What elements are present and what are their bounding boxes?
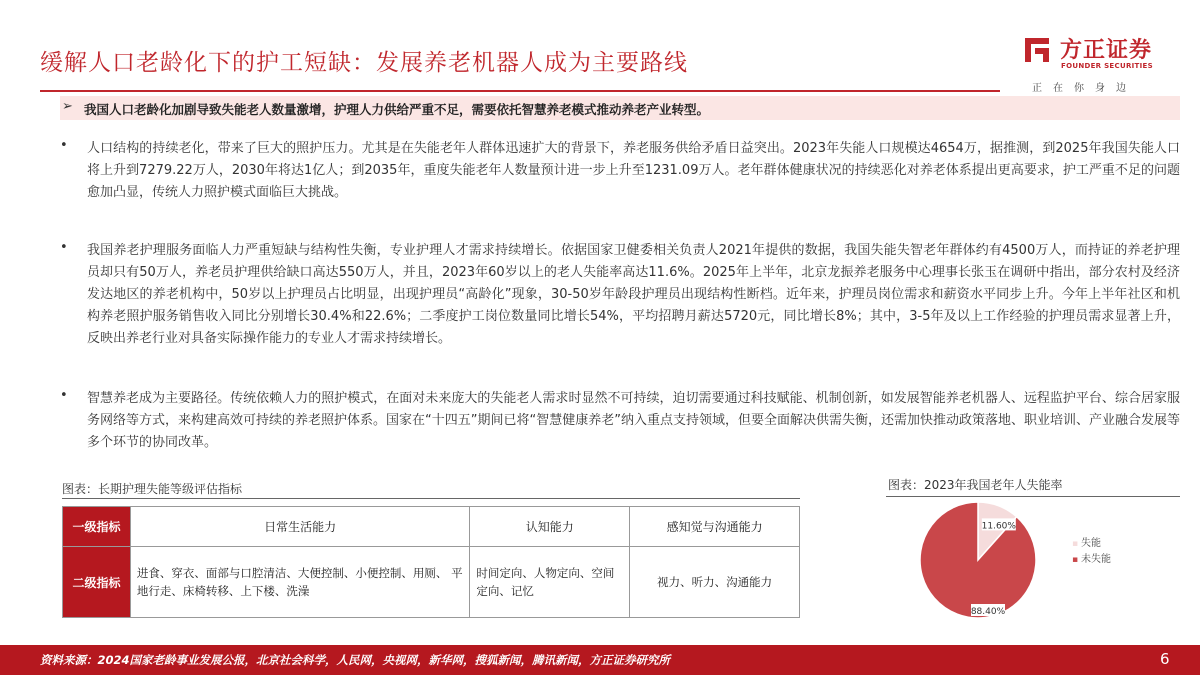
figure-divider — [62, 498, 800, 499]
page-title: 缓解人口老龄化下的护工短缺：发展养老机器人成为主要路线 — [40, 50, 688, 76]
arrow-bullet-icon: ➢ — [62, 99, 73, 114]
key-point-text: 我国人口老龄化加剧导致失能老人数量激增，护理人力供给严重不足，需要依托智慧养老模式推动养老产业转型。 — [84, 102, 710, 117]
chart-title: 图表：2023年我国老年人失能率 — [888, 478, 1063, 492]
legend-swatch-icon: ▪ — [1072, 539, 1079, 549]
bullet-icon: • — [60, 240, 68, 255]
data-label: 11.60% — [981, 521, 1016, 532]
page-number: 6 — [1160, 650, 1170, 668]
column-header: 感知觉与沟通能力 — [630, 507, 800, 547]
founder-logo-icon — [1022, 35, 1052, 65]
paragraph-text: 人口结构的持续老化，带来了巨大的照护压力。尤其是在失能老年人群体迅速扩大的背景下，养老服务供给矛盾日益突出。2023年失能人口规模达4654万，据推测，到2025年我国失能人口将上升到7279.22万人，2030年将达1亿人；到2035年，重度失能老年人数量预计进一步上升至1231.09万人。老年群体健康状况的持续恶化对养老体系提出更高要求，护工严重不足的问题愈加凸显，传统人力照护模式面临巨大挑战。 — [87, 141, 1180, 200]
table-cell: 进食、穿衣、面部与口腔清洁、大便控制、小便控制、用厕、 平地行走、床椅转移、上下楼、洗澡 — [130, 547, 469, 618]
legend-entry: 失能 — [1081, 538, 1101, 549]
legend-swatch-icon: ▪ — [1072, 555, 1079, 565]
table-figure-title: 图表：长期护理失能等级评估指标 — [62, 482, 243, 496]
table-cell: 视力、听力、沟通能力 — [630, 547, 800, 618]
table-row — [63, 547, 800, 618]
paragraph-text: 我国养老护理服务面临人力严重短缺与结构性失衡，专业护理人才需求持续增长。依据国家卫健委相关负责人2021年提供的数据，我国失能失智老年群体约有4500万人，而持证的养老护理员却只有50万人，养老员护理供给缺口高达550万人，并且，2023年60岁以上的老人失能率高达11.6%。2025年上半年，北京龙振养老服务中心理事长张玉在调研中指出，部分农村及经济发达地区的养老机构中，50岁以上护理员占比明显，出现护理员“高龄化”现象，30-50岁年龄段护理员出现结构性断档。近年来，护理员岗位需求和薪资水平同步上升。今年上半年社区和机构养老照护服务销售收入同比分别增长30.4%和22.6%；二季度护工岗位数量同比增长54%，平均招聘月薪达5720元，同比增长8%；其中，3-5年及以上工作经验的护理员需求显著上升，反映出养老行业对具备实际操作能力的专业人才需求持续增长。 — [87, 243, 1180, 346]
table-cell: 时间定向、人物定向、空间定向、记忆 — [470, 547, 630, 618]
bullet-icon: • — [60, 388, 68, 403]
column-header: 日常生活能力 — [130, 507, 469, 547]
legend-entry: 未失能 — [1081, 554, 1111, 565]
assessment-table — [62, 506, 800, 618]
bullet-icon: • — [60, 138, 68, 153]
logo-slogan: 正在你身边 — [1032, 83, 1137, 94]
pie-slice-not-disabled — [920, 502, 1036, 618]
title-divider — [40, 90, 1000, 92]
source-note: 资料来源：2024国家老龄事业发展公报，北京社会科学，人民网，央视网，新华网，搜狐新闻，腾讯新闻，方正证券研究所 — [40, 653, 671, 667]
logo-name: 方正证券 — [1060, 38, 1153, 63]
data-label: 88.40% — [970, 607, 1006, 617]
table-row — [63, 507, 800, 547]
logo-english-name: FOUNDER SECURITIES — [1061, 62, 1153, 70]
figure-divider — [886, 496, 1180, 497]
row-header-level-2: 二级指标 — [63, 547, 131, 618]
pie-chart — [900, 500, 1180, 620]
company-logo — [1018, 30, 1178, 100]
column-header: 认知能力 — [470, 507, 630, 547]
paragraph-text: 智慧养老成为主要路径。传统依赖人力的照护模式，在面对未来庞大的失能老人需求时显然不可持续，迫切需要通过科技赋能、机制创新，如发展智能养老机器人、远程监护平台、综合居家服务网络等方式，来构建高效可持续的养老照护体系。国家在“十四五”期间已将“智慧健康养老”纳入重点支持领域，但要全面解决供需失衡，还需加快推动政策落地、职业培训、产业融合发展等多个环节的协同改革。 — [87, 391, 1180, 450]
row-header-level-1: 一级指标 — [63, 507, 131, 547]
key-point-banner — [60, 96, 1180, 120]
